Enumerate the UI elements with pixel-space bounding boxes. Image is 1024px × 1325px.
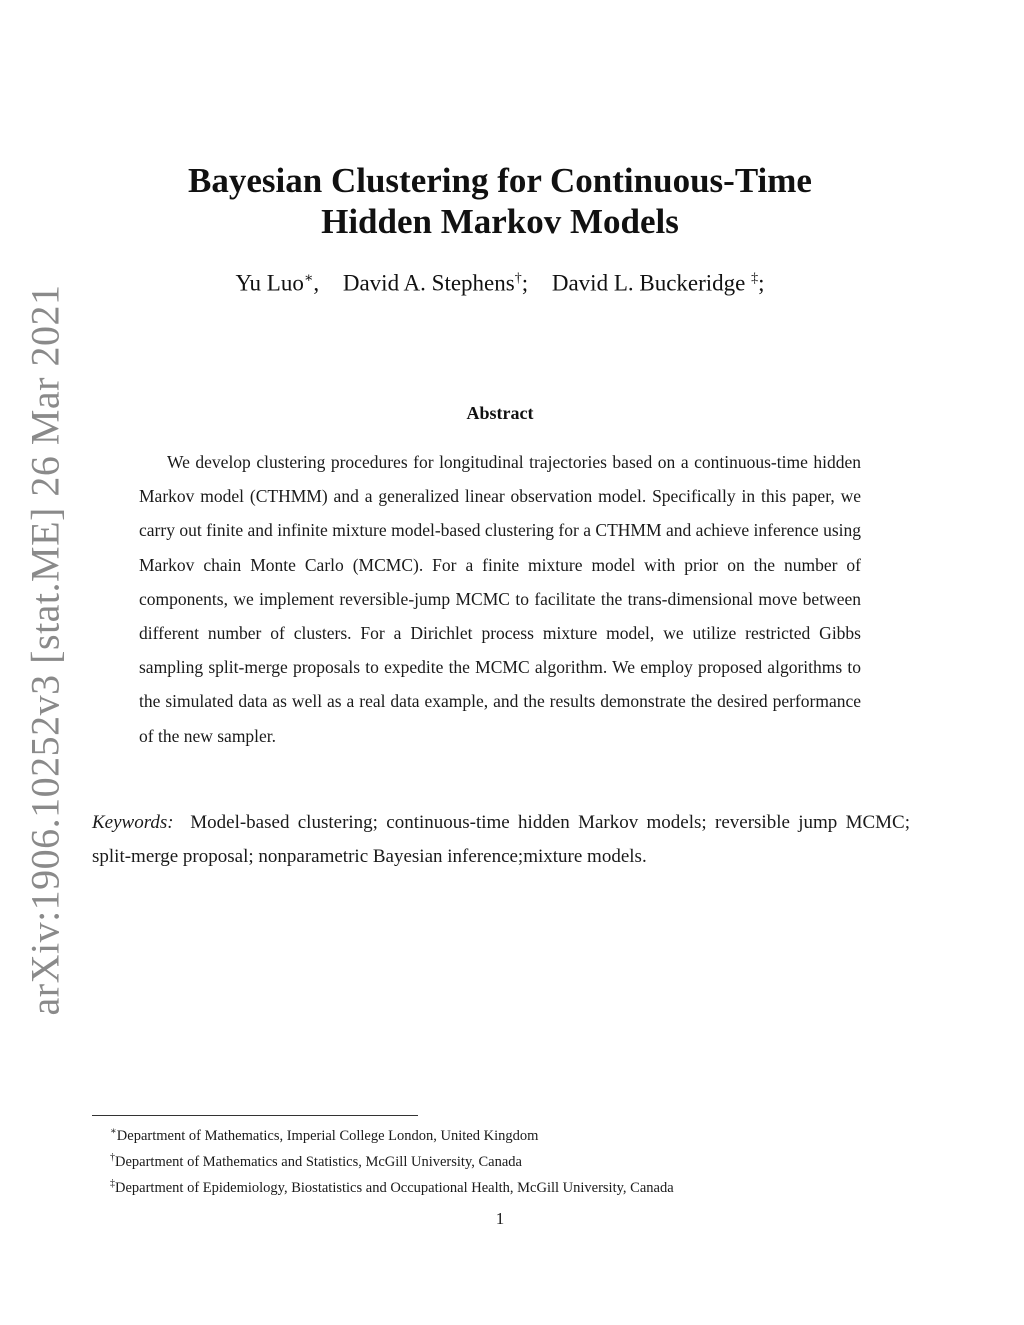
keywords-paragraph xyxy=(92,806,910,874)
author-separator: , xyxy=(313,270,320,296)
footnote-mark: ∗ xyxy=(110,1126,117,1137)
keywords-text: Model-based clustering; continuous-time hidden Markov models; reversible jump MCMC; split-merge proposal; nonparametric Bayesian inference;mixture models. xyxy=(92,812,910,867)
author-list xyxy=(0,270,1000,297)
abstract-heading: Abstract xyxy=(466,403,534,423)
author-affiliation-mark: ∗ xyxy=(303,271,314,286)
paper-title-line-2: Hidden Markov Models xyxy=(321,202,679,241)
author-affiliation-mark: ‡ xyxy=(751,271,759,286)
author-separator: ; xyxy=(521,270,529,296)
author-separator: ; xyxy=(758,270,765,296)
paper-title xyxy=(0,160,1000,242)
abstract-text: We develop clustering procedures for longitudinal trajectories based on a continuous-time hidden Markov model (CTHMM) and a generalized linear observation model. Specifically in this paper, we carry out finite and infinite mixture model-based clustering for a CTHMM and achieve inference using Markov chain Monte Carlo (MCMC). For a finite mixture model with prior on the number of components, we implement reversible-jump MCMC to facilitate the trans-dimensional move between different number of clusters. For a Dirichlet process mixture model, we utilize restricted Gibbs sampling split-merge proposals to expedite the MCMC algorithm. We employ proposed algorithms to the simulated data as well as a real data example, and the results demonstrate the desired performance of the new sampler. xyxy=(139,452,861,746)
footnote-divider xyxy=(92,1115,418,1116)
arxiv-stamp: arXiv:1906.10252v3 [stat.ME] 26 Mar 2021 xyxy=(22,284,68,1016)
footnotes xyxy=(110,1121,930,1198)
author-affiliation-mark: † xyxy=(514,271,522,286)
paper-title-line-1: Bayesian Clustering for Continuous-Time xyxy=(188,161,812,200)
footnote-item xyxy=(110,1173,930,1199)
keywords-label: Keywords: xyxy=(92,812,174,833)
author-name: David L. Buckeridge xyxy=(551,270,752,296)
footnote-mark: † xyxy=(110,1151,115,1163)
footnote-mark: ‡ xyxy=(110,1177,115,1189)
author-name: David A. Stephens xyxy=(342,270,515,296)
footnote-text: Department of Epidemiology, Biostatistics and Occupational Health, McGill University, Canada xyxy=(115,1179,674,1196)
footnote-item xyxy=(110,1147,930,1173)
footnote-text: Department of Mathematics and Statistics, McGill University, Canada xyxy=(115,1153,522,1170)
footnote-item xyxy=(110,1121,930,1147)
footnote-text: Department of Mathematics, Imperial College London, United Kingdom xyxy=(116,1127,539,1144)
author-name: Yu Luo xyxy=(235,270,304,296)
page-number: 1 xyxy=(495,1209,505,1228)
